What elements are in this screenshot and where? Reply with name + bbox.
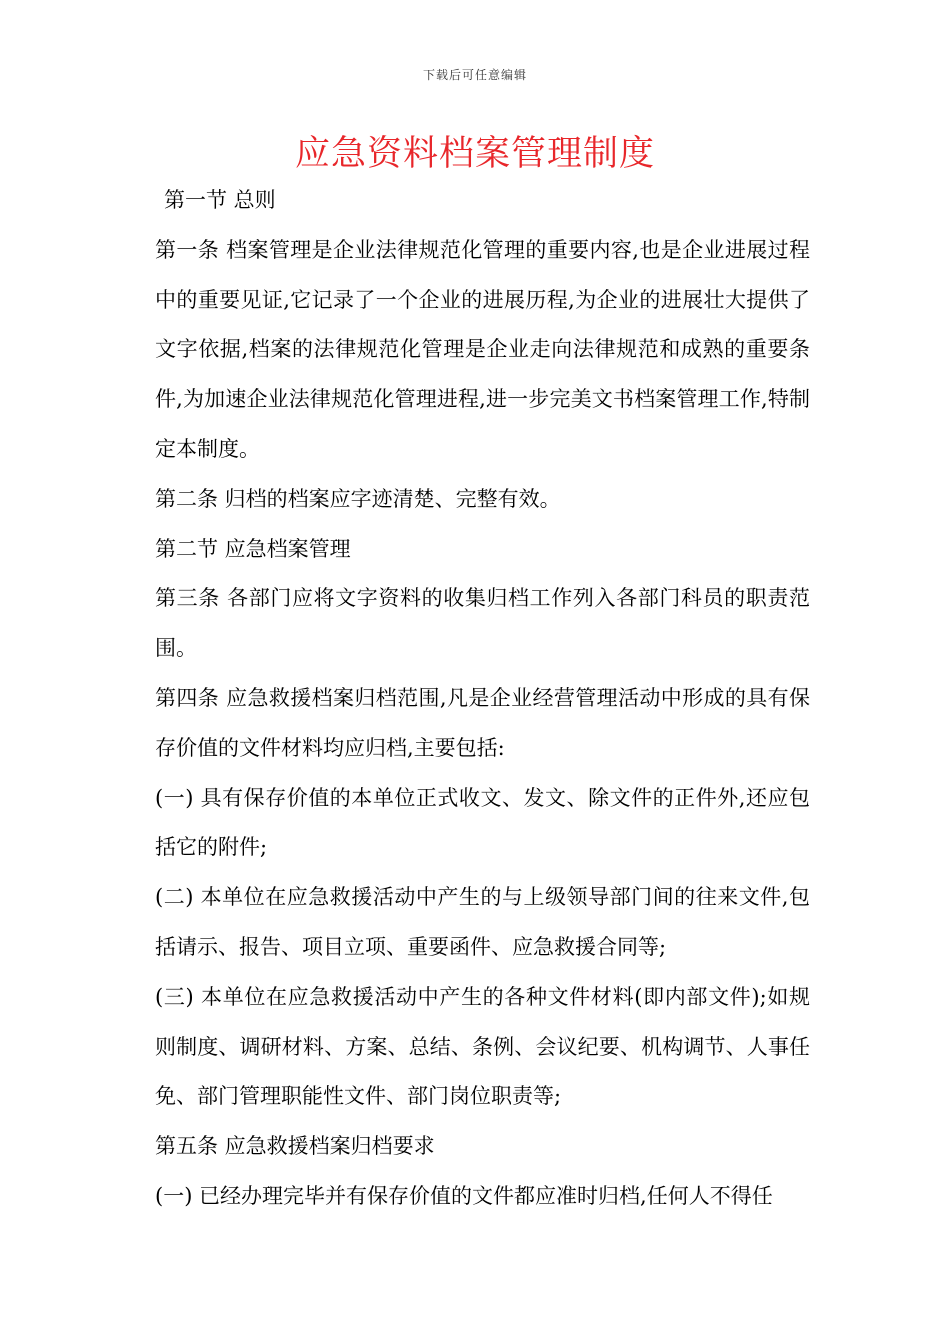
- section-heading: 第一节 总则: [164, 188, 276, 212]
- header-note: 下载后可任意编辑: [422, 68, 527, 82]
- article-paragraph: 第一条 档案管理是企业法律规范化管理的重要内容,也是企业进展过程中的重要见证,它记录了一个企业的进展历程,为企业的进展壮大提供了文字依据,档案的法律规范化管理是企业走向法律规范和成熟的重要条件,为加速企业法律规范化管理进程,进一步完美文书档案管理工作,特制定本制度。: [155, 237, 810, 461]
- document-title: 应急资料档案管理制度: [294, 134, 655, 174]
- document-body: [145, 176, 810, 1222]
- list-item-paragraph: (一) 已经办理完毕并有保存价值的文件都应准时归档,任何人不得任: [155, 1183, 773, 1208]
- article-paragraph: 第五条 应急救援档案归档要求: [155, 1134, 435, 1159]
- list-item-paragraph: (二) 本单位在应急救援活动中产生的与上级领导部门间的往来文件,包括请示、报告、项目立项、重要函件、应急救援合同等;: [155, 885, 810, 959]
- article-paragraph: 第四条 应急救援档案归档范围,凡是企业经营管理活动中形成的具有保存价值的文件材料均应归档,主要包括:: [155, 685, 810, 760]
- list-item-paragraph: (三) 本单位在应急救援活动中产生的各种文件材料(即内部文件);如规则制度、调研材料、方案、总结、条例、会议纪要、机构调节、人事任免、部门管理职能性文件、部门岗位职责等;: [155, 984, 810, 1109]
- section-heading: 第二节 应急档案管理: [155, 536, 351, 561]
- article-paragraph: 第二条 归档的档案应字迹清楚、完整有效。: [155, 486, 561, 511]
- article-paragraph: 第三条 各部门应将文字资料的收集归档工作列入各部门科员的职责范围。: [155, 586, 810, 661]
- list-item-paragraph: (一) 具有保存价值的本单位正式收文、发文、除文件的正件外,还应包括它的附件;: [155, 785, 810, 860]
